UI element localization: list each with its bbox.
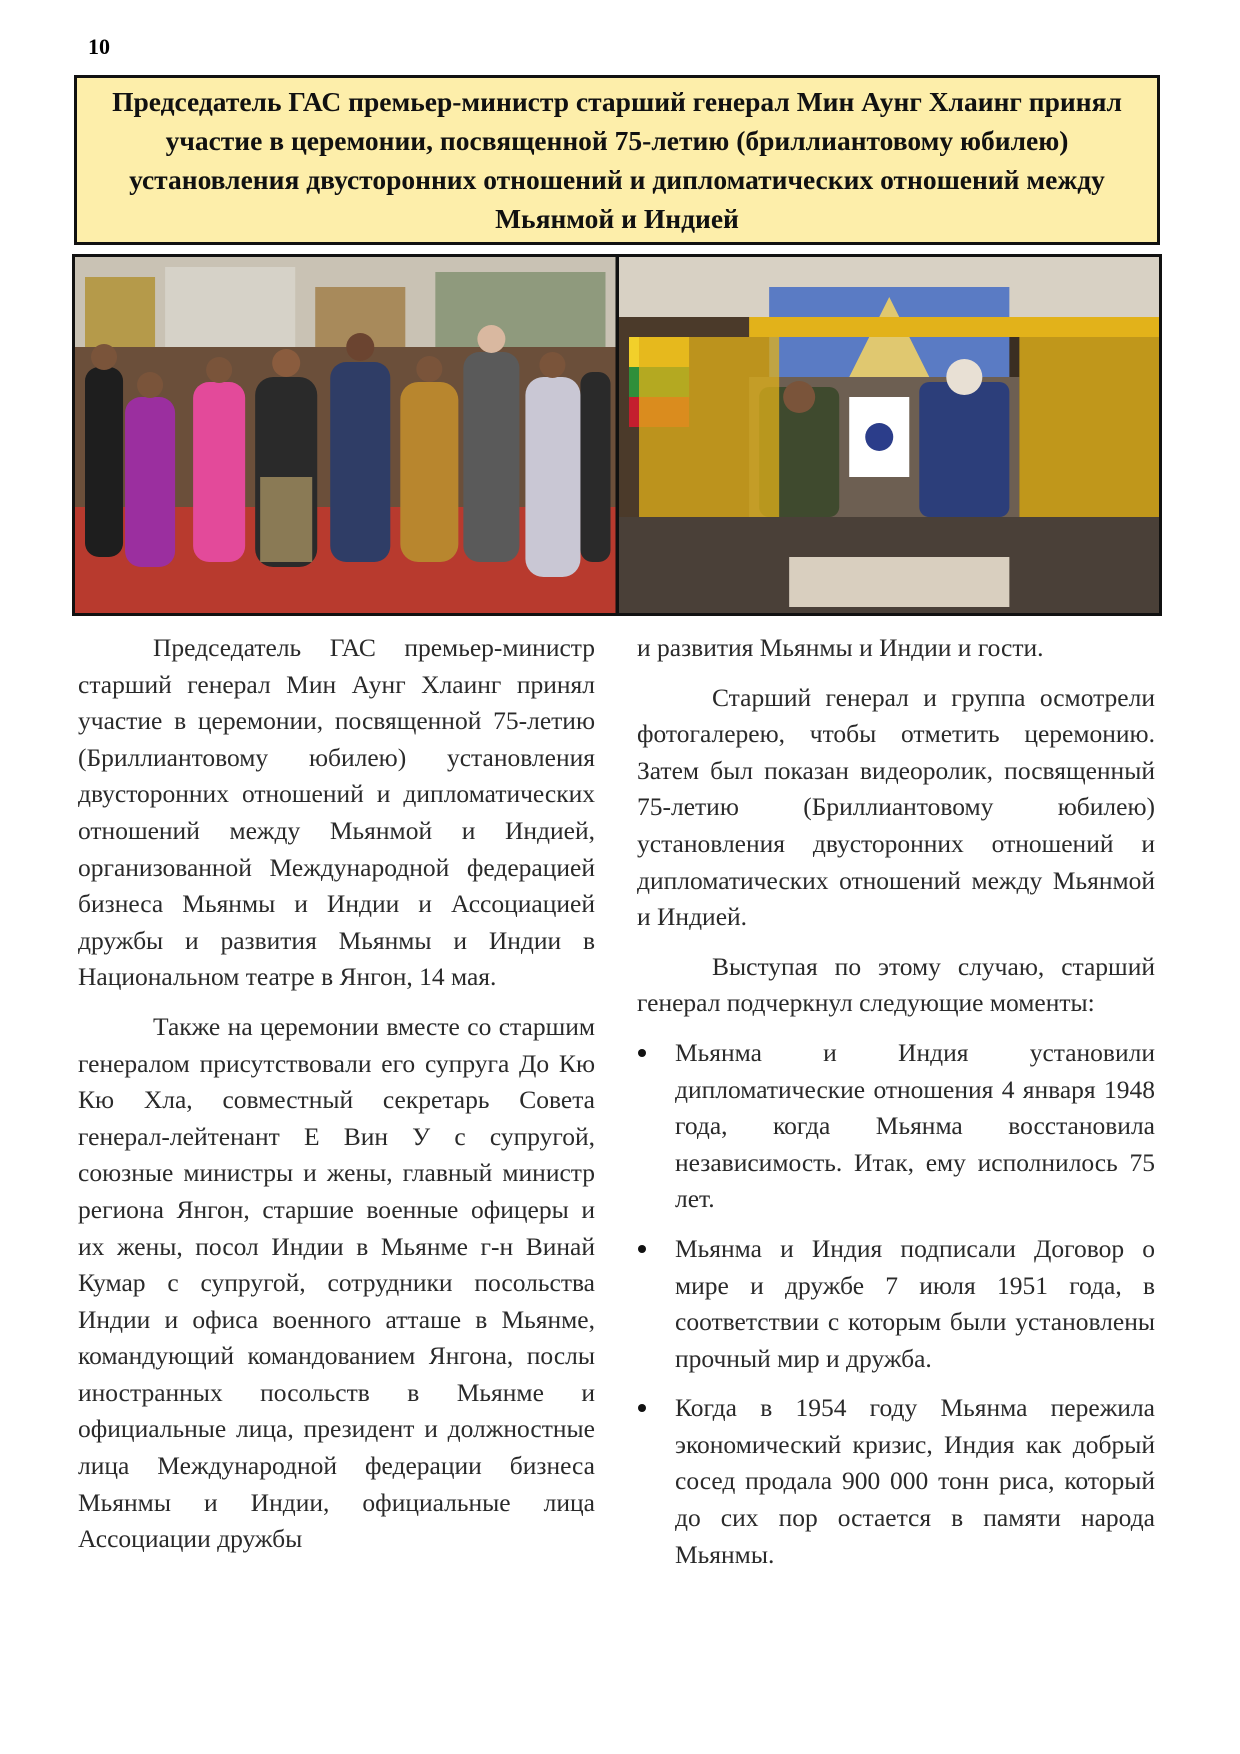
headline-box: [74, 75, 1160, 245]
list-item: [637, 1390, 1155, 1573]
right-paragraph-3: Выступая по этому случаю, старший генерал подчеркнул следующие моменты:: [637, 951, 1155, 1018]
page-number: 10: [88, 34, 110, 59]
bullet-icon: [638, 1404, 646, 1412]
bullet-icon: [638, 1049, 646, 1057]
video-screen-photo: [619, 257, 1160, 613]
right-paragraph-continuation: и развития Мьянмы и Индии и гости.: [637, 633, 1044, 662]
right-column: [637, 630, 1155, 1586]
left-paragraph-2: Также на церемонии вместе со старшим генералом присутствовали его супруга До Кю Кю Хла, совместный секретарь Совета генерал-лейтенант Е Вин У с супругой, союзные министры и жены, главный министр региона Янгон, старшие военные офицеры и их жены, посол Индии в Мьянме г-н Винай Кумар с супругой, сотрудники посольства Индии и офиса военного атташе в Мьянме, командующий командованием Янгона, послы иностранных посольств в Мьянме и официальные лица, президент и должностные лица Международной федерации бизнеса Мьянмы и Индии, официальные лица Ассоциации дружбы: [78, 1011, 595, 1554]
ceremony-group-photo: [75, 257, 616, 613]
photo-strip: [72, 254, 1162, 616]
left-paragraph-1: Председатель ГАС премьер-министр старший генерал Мин Аунг Хлаинг принял участие в церемонии, посвященной 75-летию (Бриллиантовому юбилею) установления двусторонних отношений и дипломатических отношений между Мьянмой и Индией, организованной Международной федерацией бизнеса Мьянмы и Индии и Ассоциацией дружбы и развития Мьянмы и Индии в Национальном театре в Янгон, 14 мая.: [78, 633, 595, 992]
list-item: [637, 1231, 1155, 1377]
list-item-text: Мьянма и Индия подписали Договор о мире и дружбе 7 июля 1951 года, в соответствии с которым были установлены прочный мир и дружба.: [675, 1233, 1155, 1373]
headline: Председатель ГАС премьер-министр старший генерал Мин Аунг Хлаинг принял участие в церемонии, посвященной 75-летию (бриллиантовому юбилею) установления двусторонних отношений и дипломатических отношений между Мьянмой и Индией: [112, 86, 1122, 234]
left-column: [78, 630, 595, 1571]
right-paragraph-2: Старший генерал и группа осмотрели фотогалерею, чтобы отметить церемонию. Затем был показан видеоролик, посвященный 75-летию (Бриллиантовому юбилею) установления двусторонних отношений и дипломатических отношений между Мьянмой и Индией.: [637, 682, 1155, 932]
bullet-icon: [638, 1245, 646, 1253]
key-points-list: [637, 1035, 1155, 1573]
list-item: [637, 1035, 1155, 1218]
list-item-text: Когда в 1954 году Мьянма пережила экономический кризис, Индия как добрый сосед продала 900 000 тонн риса, который до сих пор остается в памяти народа Мьянмы.: [675, 1393, 1155, 1569]
video-screen-photo-art: [619, 257, 1160, 613]
list-item-text: Мьянма и Индия установили дипломатические отношения 4 января 1948 года, когда Мьянма восстановила независимость. Итак, ему исполнилось 75 лет.: [675, 1037, 1155, 1214]
ceremony-group-photo-art: [75, 257, 616, 613]
